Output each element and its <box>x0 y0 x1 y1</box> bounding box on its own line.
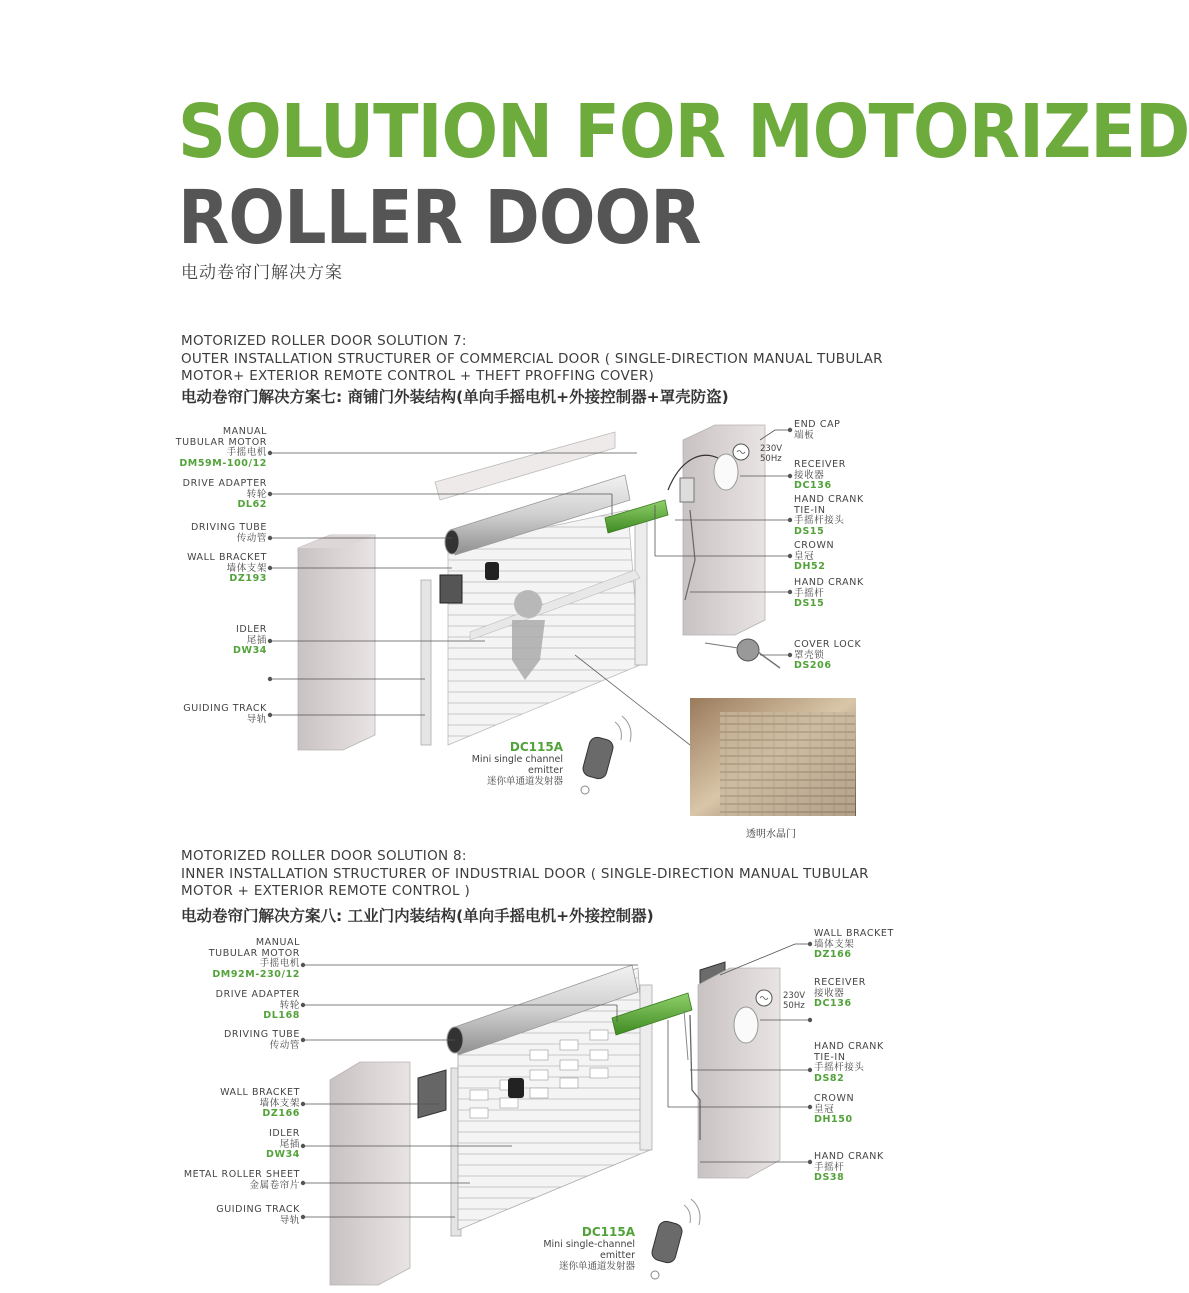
s7-label-driving-tube: DRIVING TUBE 传动管 <box>191 522 267 544</box>
s8-label-wall-bracket: WALL BRACKET 墙体支架 DZ166 <box>220 1087 300 1119</box>
s7-label-idler: IDLER 尾插 DW34 <box>233 624 267 656</box>
s7-photo-caption: 透明水晶门 <box>746 829 796 840</box>
s8-left-wall <box>330 1062 410 1285</box>
s7-label-drive-adapter: DRIVE ADAPTER 转轮 DL62 <box>182 478 267 510</box>
s8-heading-line2: INNER INSTALLATION STRUCTURER OF INDUSTRIAL DOOR ( SINGLE-DIRECTION MANUAL TUBULAR <box>181 866 869 882</box>
s8-wall-bracket-left <box>418 1070 446 1118</box>
s8-idler <box>508 1078 524 1098</box>
s7-label-hand-crank: HAND CRANK 手摇杆 DS15 <box>794 577 864 609</box>
s7-label-guiding-track: GUIDING TRACK 导轨 <box>183 703 267 725</box>
s8-label-wall-bracket-right: WALL BRACKET 墙体支架 DZ166 <box>814 928 894 960</box>
s8-label-idler: IDLER 尾插 DW34 <box>266 1128 300 1160</box>
s7-label-wall-bracket: WALL BRACKET 墙体支架 DZ193 <box>187 552 267 584</box>
s8-receiver <box>734 1007 758 1043</box>
s8-label-crown: CROWN 皇冠 DH150 <box>814 1093 855 1125</box>
s7-label-crown: CROWN 皇冠 DH52 <box>794 540 835 572</box>
s8-label-crank-tie-in: HAND CRANK TIE-IN 手摇杆接头 DS82 <box>814 1041 884 1084</box>
page-subtitle-cn: 电动卷帘门解决方案 <box>181 263 343 283</box>
s7-label-cover-lock: COVER LOCK 罩壳锁 DS206 <box>794 639 862 671</box>
s8-heading-line3: MOTOR + EXTERIOR REMOTE CONTROL ) <box>181 883 471 899</box>
s8-label-motor: MANUAL TUBULAR MOTOR 手摇电机 DM92M-230/12 <box>208 937 300 980</box>
s8-label-drive-adapter: DRIVE ADAPTER 转轮 DL168 <box>215 989 300 1021</box>
s8-emitter-label: DC115A Mini single-channel emitter 迷你单通道发射器 <box>543 1225 635 1272</box>
s7-heading-line2: OUTER INSTALLATION STRUCTURER OF COMMERCIAL DOOR ( SINGLE-DIRECTION MANUAL TUBULAR <box>181 351 883 367</box>
s7-label-end-cap: END CAP 端板 <box>794 419 841 441</box>
s7-label-motor: MANUAL TUBULAR MOTOR 手摇电机 DM59M-100/12 <box>175 426 267 469</box>
s7-label-receiver: RECEIVER 接收器 DC136 <box>794 459 846 491</box>
s8-label-receiver: RECEIVER 接收器 DC136 <box>814 977 866 1009</box>
s7-heading-cn: 电动卷帘门解决方案七: 商铺门外装结构(单向手摇电机+外接控制器+罩壳防盗) <box>181 388 729 406</box>
s8-label-driving-tube: DRIVING TUBE 传动管 <box>224 1029 300 1051</box>
s8-heading-cn: 电动卷帘门解决方案八: 工业门内装结构(单向手摇电机+外接控制器) <box>181 907 654 925</box>
page-title-line1: SOLUTION FOR MOTORIZED <box>178 89 1189 175</box>
s8-label-hand-crank: HAND CRANK 手摇杆 DS38 <box>814 1151 884 1183</box>
s7-label-crank-tie-in: HAND CRANK TIE-IN 手摇杆接头 DS15 <box>794 494 864 537</box>
s8-label-guiding-track: GUIDING TRACK 导轨 <box>216 1204 300 1226</box>
s7-heading-line3: MOTOR+ EXTERIOR REMOTE CONTROL + THEFT PROFFING COVER) <box>181 368 655 384</box>
page-title-line2: ROLLER DOOR <box>178 175 701 261</box>
s7-heading-line1: MOTORIZED ROLLER DOOR SOLUTION 7: <box>181 333 467 349</box>
s8-voltage: 230V 50Hz <box>783 991 806 1011</box>
s7-voltage: 230V 50Hz <box>760 444 783 464</box>
s8-label-roller-sheet: METAL ROLLER SHEET 金属卷帘片 <box>183 1169 300 1191</box>
s7-emitter-label: DC115A Mini single channel emitter 迷你单通道发射器 <box>471 740 563 787</box>
s8-heading-line1: MOTORIZED ROLLER DOOR SOLUTION 8: <box>181 848 467 864</box>
s8-remote <box>650 1220 684 1265</box>
